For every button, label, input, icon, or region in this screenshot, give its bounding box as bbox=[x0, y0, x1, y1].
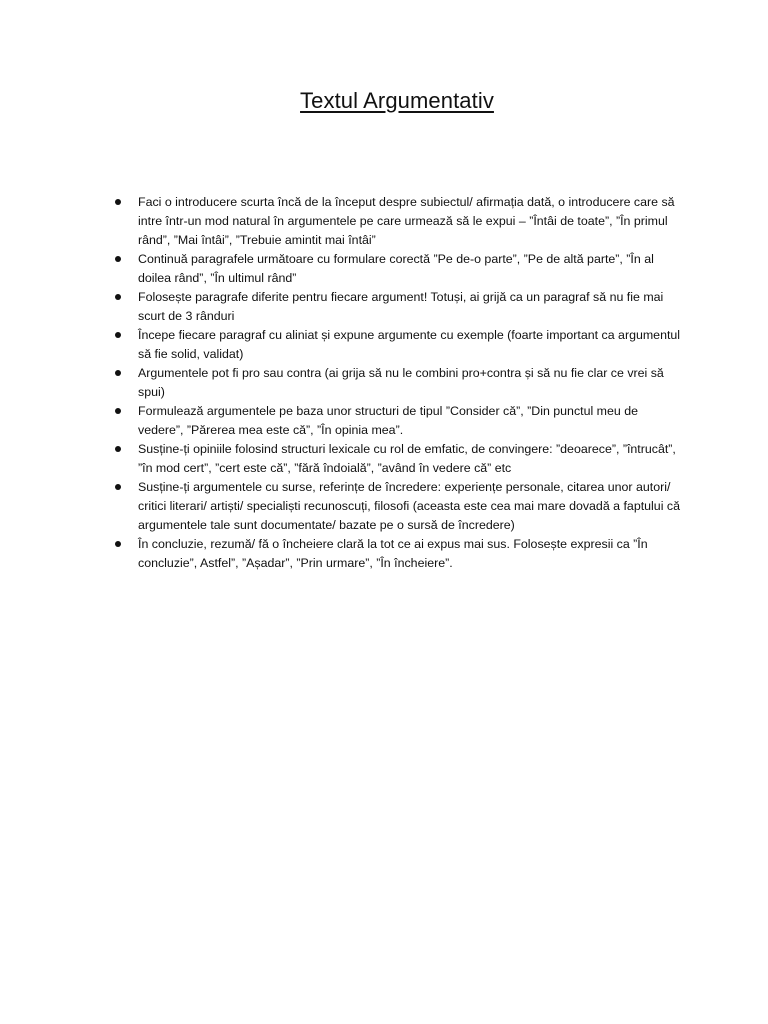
list-item-text: Folosește paragrafe diferite pentru fiecare argument! Totuși, ai grijă ca un paragraf să nu fie mai scurt de 3 rânduri bbox=[138, 290, 664, 323]
bullet-icon bbox=[115, 408, 121, 414]
bullet-icon bbox=[115, 294, 121, 300]
list-item bbox=[111, 288, 681, 326]
bullet-list bbox=[111, 193, 681, 573]
bullet-icon bbox=[115, 370, 121, 376]
list-item-text: Susține-ți argumentele cu surse, referințe de încredere: experiențe personale, citarea unor autori/ critici literari/ artiști/ specialiști recunoscuți, filosofi (aceasta este cea mai mare dovadă a faptului că argumentele tale sunt documentate/ bazate pe o sursă de încredere) bbox=[138, 480, 680, 532]
list-item bbox=[111, 193, 681, 250]
bullet-icon bbox=[115, 199, 121, 205]
bullet-icon bbox=[115, 446, 121, 452]
list-item-text: Susține-ți opiniile folosind structuri lexicale cu rol de emfatic, de convingere: ”deoarece”, ”întrucât”, ”în mod cert”, ”cert este că”, ”fără îndoială”, ”având în vedere că” etc bbox=[138, 442, 676, 475]
list-item-text: Argumentele pot fi pro sau contra (ai grija să nu le combini pro+contra și să nu fie clar ce vrei să spui) bbox=[138, 366, 664, 399]
bullet-icon bbox=[115, 484, 121, 490]
list-item bbox=[111, 402, 681, 440]
list-item bbox=[111, 535, 681, 573]
list-item-text: În concluzie, rezumă/ fă o încheiere clară la tot ce ai expus mai sus. Folosește expresii ca ”În concluzie”, Astfel”, ”Așadar”, ”Prin urmare”, ”În încheiere”. bbox=[138, 537, 648, 570]
bullet-icon bbox=[115, 541, 121, 547]
list-item-text: Formulează argumentele pe baza unor structuri de tipul ”Consider că”, ”Din punctul meu de vedere”, ”Părerea mea este că”, ”În opinia mea”. bbox=[138, 404, 639, 437]
list-item bbox=[111, 326, 681, 364]
list-item-text: Continuă paragrafele următoare cu formulare corectă ”Pe de-o parte”, ”Pe de altă parte”, ”În al doilea rând”, ”În ultimul rând” bbox=[138, 252, 654, 285]
bullet-icon bbox=[115, 256, 121, 262]
bullet-icon bbox=[115, 332, 121, 338]
list-item bbox=[111, 478, 681, 535]
list-item bbox=[111, 364, 681, 402]
list-item bbox=[111, 250, 681, 288]
list-item-text: Faci o introducere scurta încă de la început despre subiectul/ afirmația dată, o introducere care să intre într-un mod natural în argumentele pe care urmează să le expui – ”Întâi de toate”, ”În primul rând”, ”Mai întâi”, ”Trebuie amintit mai întâi” bbox=[138, 195, 675, 247]
list-item-text: Începe fiecare paragraf cu aliniat și expune argumente cu exemple (foarte important ca argumentul să fie solid, validat) bbox=[138, 328, 681, 361]
page-title: Textul Argumentativ bbox=[300, 88, 494, 113]
list-item bbox=[111, 440, 681, 478]
